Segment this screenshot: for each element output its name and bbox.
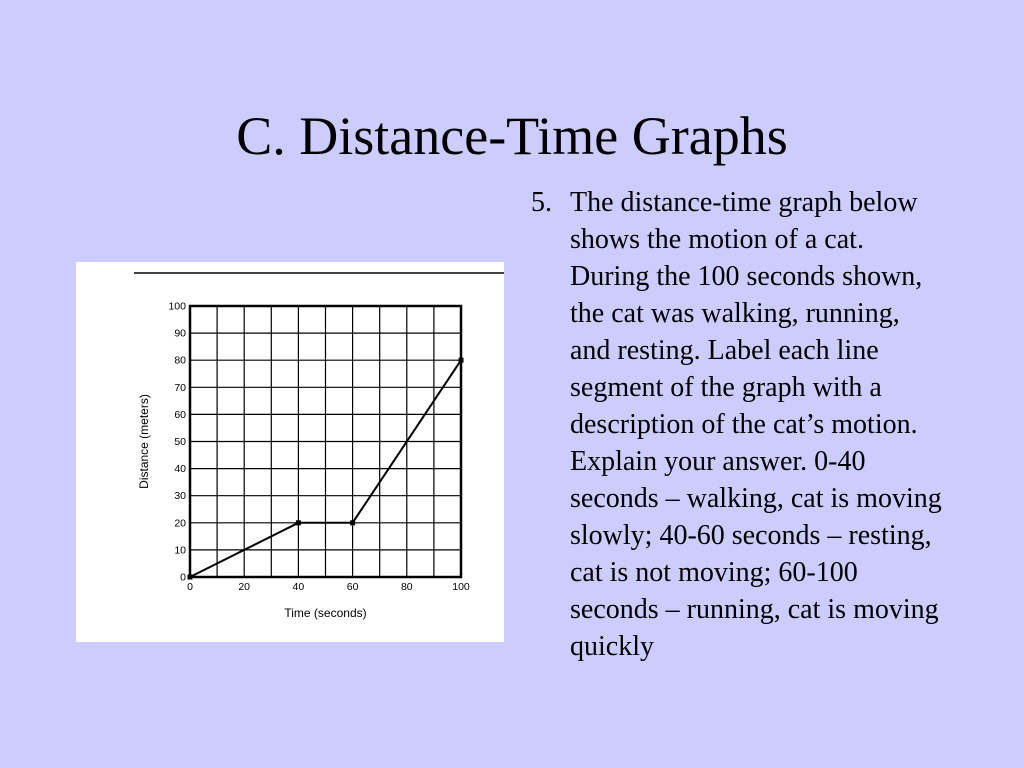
x-tick-label: 20	[238, 581, 251, 593]
y-tick-label: 30	[174, 490, 186, 503]
data-point	[459, 358, 464, 363]
y-tick-label: 20	[174, 517, 186, 530]
question-block	[531, 184, 951, 665]
chart-svg	[76, 262, 504, 642]
chart-tick-labels	[168, 301, 469, 594]
y-tick-label: 50	[174, 436, 186, 448]
question-text: The distance-time graph below shows the motion of a cat. During the 100 seconds shown, the cat was walking, running, and resting. Label each line segment of the graph with a description of the cat’s motion. Explain your answer. 0-40 seconds – walking, cat is moving slowly; 40-60 seconds – resting, cat is not moving; 60-100 seconds – running, cat is moving quickly	[570, 187, 942, 662]
data-point	[296, 520, 301, 525]
y-tick-label: 80	[174, 354, 186, 367]
y-tick-label: 90	[174, 327, 186, 340]
y-axis-title: Distance (meters)	[137, 394, 151, 489]
x-tick-label: 100	[452, 581, 470, 593]
data-point	[188, 575, 193, 580]
y-tick-label: 10	[174, 544, 186, 557]
x-tick-label: 0	[187, 581, 193, 593]
y-tick-label: 100	[168, 300, 186, 313]
y-tick-label: 70	[174, 381, 186, 394]
x-tick-label: 60	[346, 581, 359, 593]
y-tick-label: 40	[174, 463, 186, 476]
slide-title: C. Distance-Time Graphs	[236, 106, 788, 166]
question-number: 5.	[531, 187, 552, 218]
y-tick-label: 0	[180, 571, 186, 584]
chart-grid	[190, 306, 461, 577]
x-axis-title: Time (seconds)	[284, 606, 367, 620]
data-point	[350, 520, 355, 525]
x-tick-label: 40	[292, 581, 305, 593]
x-tick-label: 80	[400, 581, 413, 593]
y-tick-label: 60	[174, 408, 186, 421]
distance-time-chart	[76, 262, 504, 642]
